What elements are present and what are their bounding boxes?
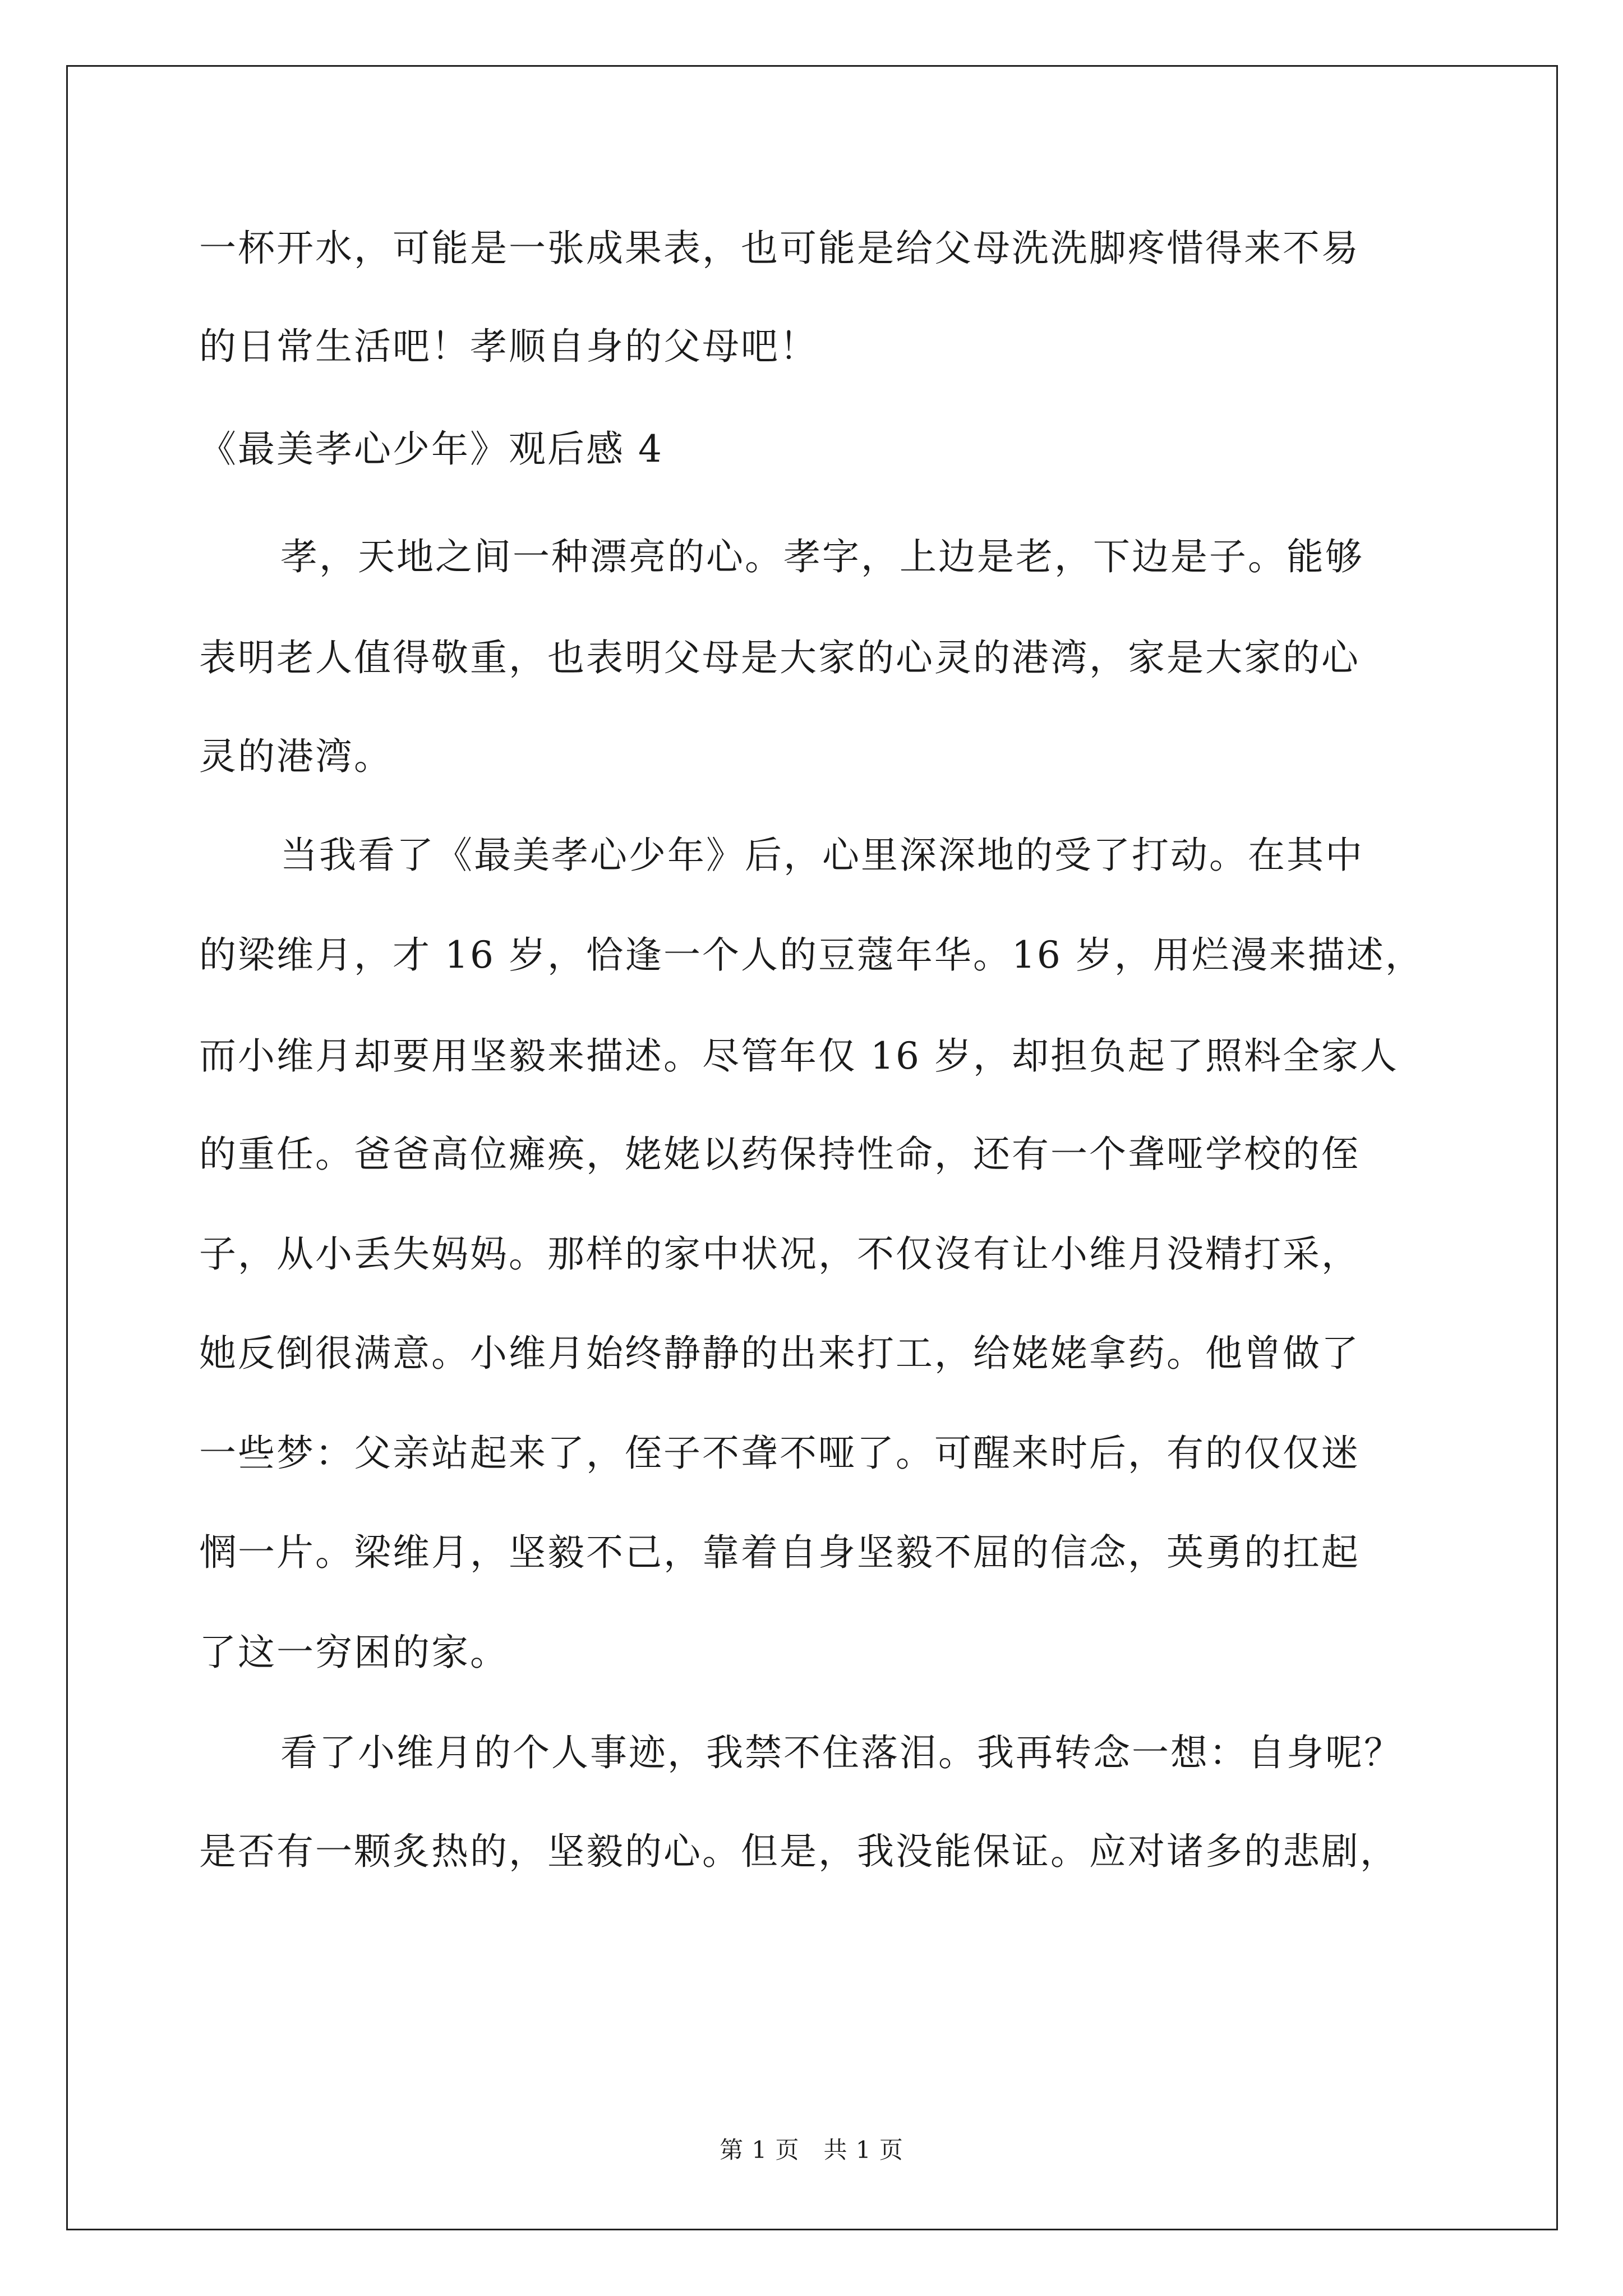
text-line: 是否有一颗炙热的，坚毅的心。但是，我没能保证。应对诸多的悲剧， <box>199 1830 1399 1873</box>
text-line: 惘一片。梁维月，坚毅不己，靠着自身坚毅不屈的信念，英勇的扛起 <box>199 1531 1360 1574</box>
text-line: 她反倒很满意。小维月始终静静的出来打工，给姥姥拿药。他曾做了 <box>199 1332 1360 1375</box>
text-line: 一杯开水，可能是一张成果表，也可能是给父母洗洗脚疼惜得来不易 <box>199 227 1360 270</box>
text-line: 而小维月却要用坚毅来描述。尽管年仅 16 岁，却担负起了照料全家人 <box>199 1034 1399 1078</box>
text-line: 表明老人值得敬重，也表明父母是大家的心灵的港湾，家是大家的心 <box>199 636 1360 679</box>
text-line: 了这一穷困的家。 <box>199 1631 509 1674</box>
text-line: 的梁维月，才 16 岁，恰逢一个人的豆蔻年华。16 岁，用烂漫来描述， <box>199 933 1424 977</box>
page-number: 第 1 页 共 1 页 <box>720 2136 903 2164</box>
text-line: 子，从小丢失妈妈。那样的家中状况，不仅沒有让小维月没精打采， <box>199 1232 1360 1276</box>
paragraph-start: 看了小维月的个人事迹，我禁不住落泪。我再转念一想：自身呢？ <box>280 1731 1403 1774</box>
text-line: 一些梦：父亲站起来了，侄子不聋不哑了。可醒来时后，有的仅仅迷 <box>199 1432 1360 1475</box>
text-line: 灵的港湾。 <box>199 735 393 778</box>
text-line: 的日常生活吧！孝顺自身的父母吧！ <box>199 325 818 368</box>
section-heading: 《最美孝心少年》观后感 4 <box>199 427 663 471</box>
paragraph-start: 当我看了《最美孝心少年》后，心里深深地的受了打动。在其中 <box>280 834 1364 877</box>
paragraph-start: 孝，天地之间一种漂亮的心。孝字，上边是老，下边是子。能够 <box>280 535 1364 578</box>
text-line: 的重任。爸爸高位瘫痪，姥姥以药保持性命，还有一个聋哑学校的侄 <box>199 1133 1360 1176</box>
